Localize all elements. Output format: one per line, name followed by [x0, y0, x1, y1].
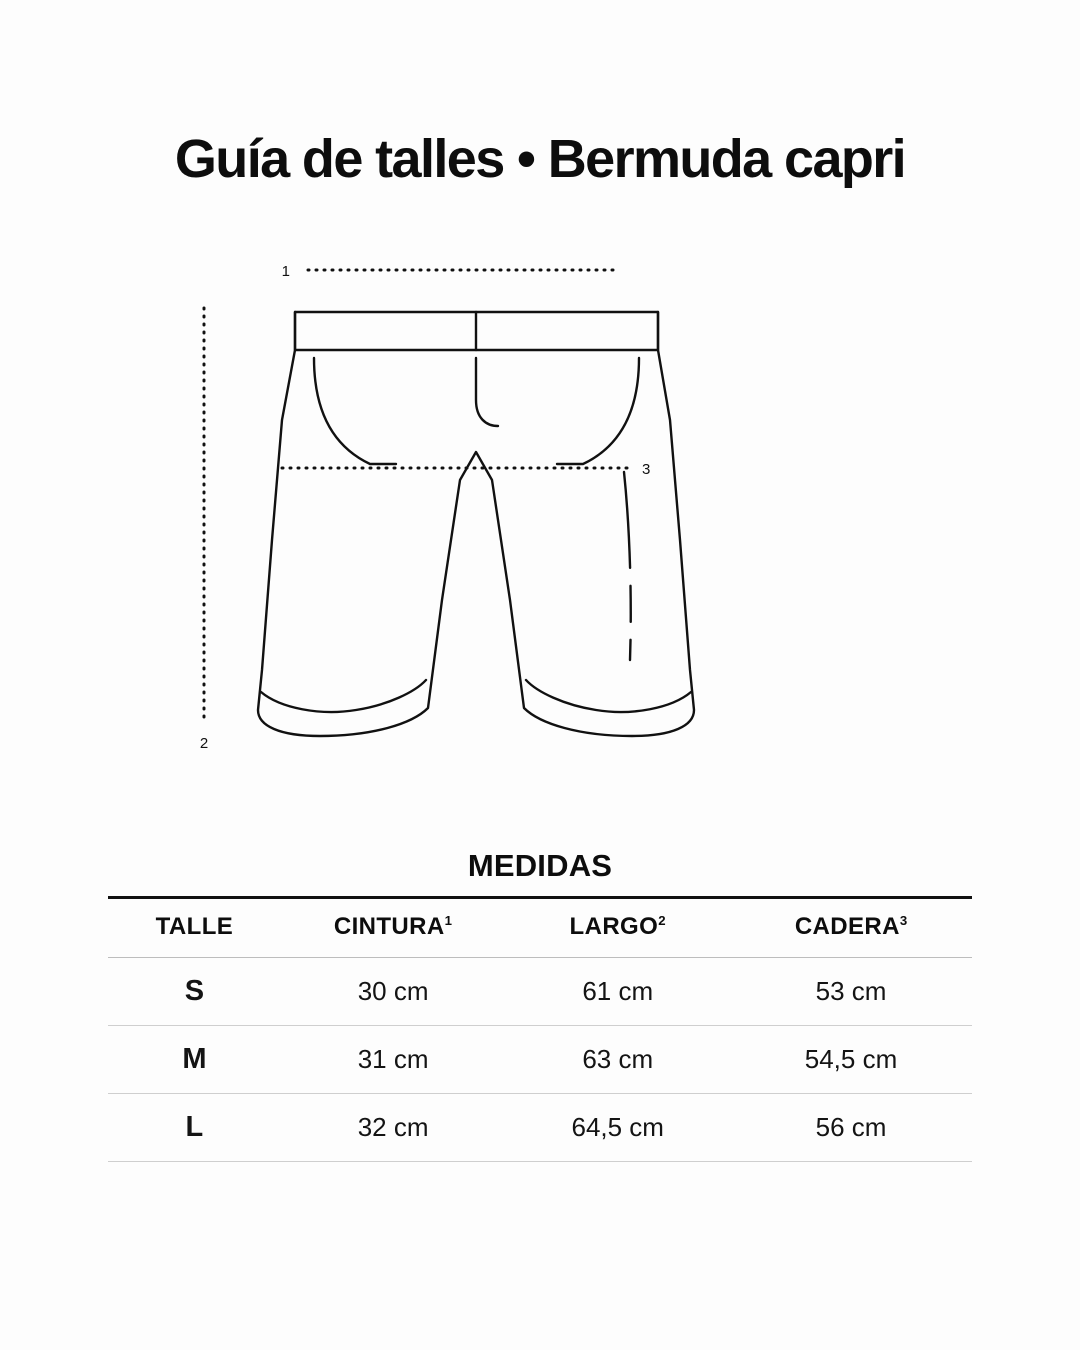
- left-cuff-line: [261, 680, 426, 712]
- size-table: [108, 896, 972, 1162]
- column-header-talle: [108, 898, 281, 958]
- callout-2-label: 2: [199, 735, 209, 752]
- table-row: [108, 1094, 972, 1162]
- cell-cadera: 56 cm: [730, 1094, 972, 1162]
- callout-3-label: 3: [642, 461, 651, 478]
- table-row: [108, 958, 972, 1026]
- garment-illustration: [0, 240, 1080, 780]
- column-header-largo-label: LARGO: [569, 913, 659, 940]
- column-header-largo: [505, 898, 730, 958]
- size-table-body: [108, 958, 972, 1162]
- column-header-talle-label: TALLE: [155, 913, 234, 940]
- column-header-largo-sup: 2: [658, 913, 666, 928]
- cell-largo: 63 cm: [505, 1026, 730, 1094]
- cell-cintura: 32 cm: [281, 1094, 506, 1162]
- size-table-head: [108, 898, 972, 958]
- table-header-row: [108, 898, 972, 958]
- page-title: Guía de talles • Bermuda capri: [174, 129, 906, 189]
- callout-1-label: 1: [281, 263, 290, 280]
- left-pocket-seam: [314, 358, 396, 464]
- cell-talle: S: [108, 958, 281, 1026]
- bermuda-capri-svg: [190, 240, 890, 780]
- cell-cintura: 31 cm: [281, 1026, 506, 1094]
- column-header-cadera: [730, 898, 972, 958]
- cell-largo: 64,5 cm: [505, 1094, 730, 1162]
- cell-talle: M: [108, 1026, 281, 1094]
- right-pocket-seam: [557, 358, 639, 464]
- table-row: [108, 1026, 972, 1094]
- cell-talle: L: [108, 1094, 281, 1162]
- column-header-cintura: [281, 898, 506, 958]
- column-header-cintura-label: CINTURA: [333, 913, 445, 940]
- cell-cintura: 30 cm: [281, 958, 506, 1026]
- cell-largo: 61 cm: [505, 958, 730, 1026]
- size-table-container: [108, 896, 972, 1162]
- right-cuff-line: [526, 680, 691, 712]
- side-stitch-detail: [624, 472, 631, 660]
- measures-heading: MEDIDAS: [467, 848, 613, 883]
- cell-cadera: 54,5 cm: [730, 1026, 972, 1094]
- column-header-cadera-label: CADERA: [794, 913, 900, 940]
- column-header-cadera-sup: 3: [899, 913, 908, 928]
- cell-cadera: 53 cm: [730, 958, 972, 1026]
- column-header-cintura-sup: 1: [444, 913, 453, 928]
- fly-seam: [476, 358, 498, 426]
